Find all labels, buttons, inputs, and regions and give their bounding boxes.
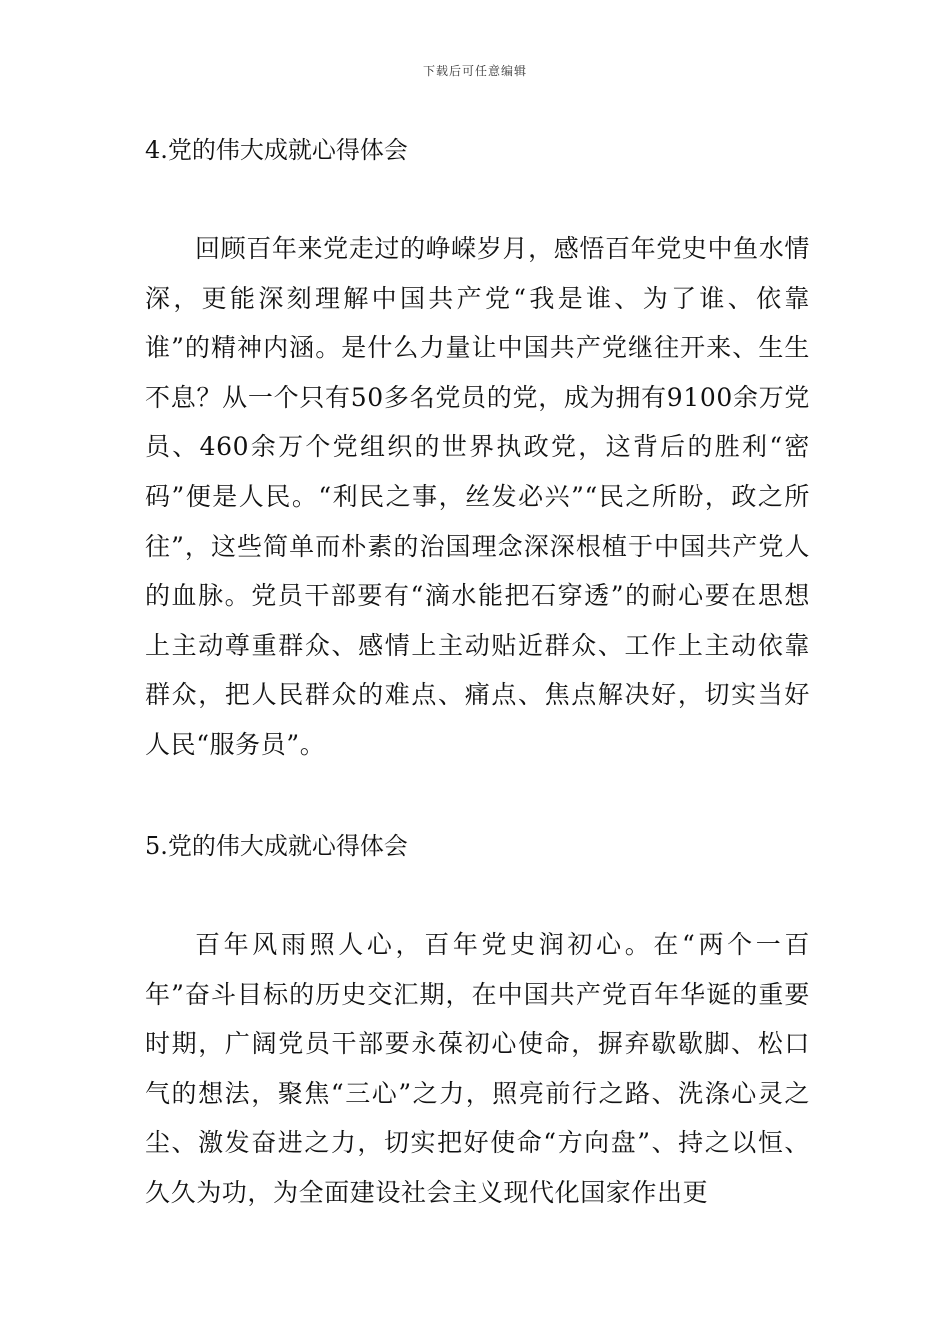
section-5-body	[145, 920, 810, 1218]
section-5	[145, 826, 810, 866]
section-4	[145, 130, 810, 170]
body-paragraph: 回顾百年来党走过的峥嵘岁月，感悟百年党史中鱼水情深，更能深刻理解中国共产党“我是谁、为了谁、依靠谁”的精神内涵。是什么力量让中国共产党继往开来、生生不息？从一个只有50多名党员的党，成为拥有9100余万党员、460余万个党组织的世界执政党，这背后的胜利“密码”便是人民。“利民之事，丝发必兴”“民之所盼，政之所往”，这些简单而朴素的治国理念深深根植于中国共产党人的血脉。党员干部要有“滴水能把石穿透”的耐心要在思想上主动尊重群众、感情上主动贴近群众、工作上主动依靠群众，把人民群众的难点、痛点、焦点解决好，切实当好人民“服务员”。	[145, 234, 810, 759]
body-paragraph: 百年风雨照人心，百年党史润初心。在“两个一百年”奋斗目标的历史交汇期，在中国共产党百年华诞的重要时期，广阔党员干部要永葆初心使命，摒弃歇歇脚、松口气的想法，聚焦“三心”之力，照亮前行之路、洗涤心灵之尘、激发奋进之力，切实把好使命“方向盘”、持之以恒、久久为功，为全面建设社会主义现代化国家作出更	[145, 930, 810, 1207]
section-heading: 4.党的伟大成就心得体会	[145, 136, 408, 164]
section-heading: 5.党的伟大成就心得体会	[145, 832, 408, 860]
page-header-note: 下载后可任意编辑	[422, 64, 527, 78]
section-4-body	[145, 224, 810, 770]
